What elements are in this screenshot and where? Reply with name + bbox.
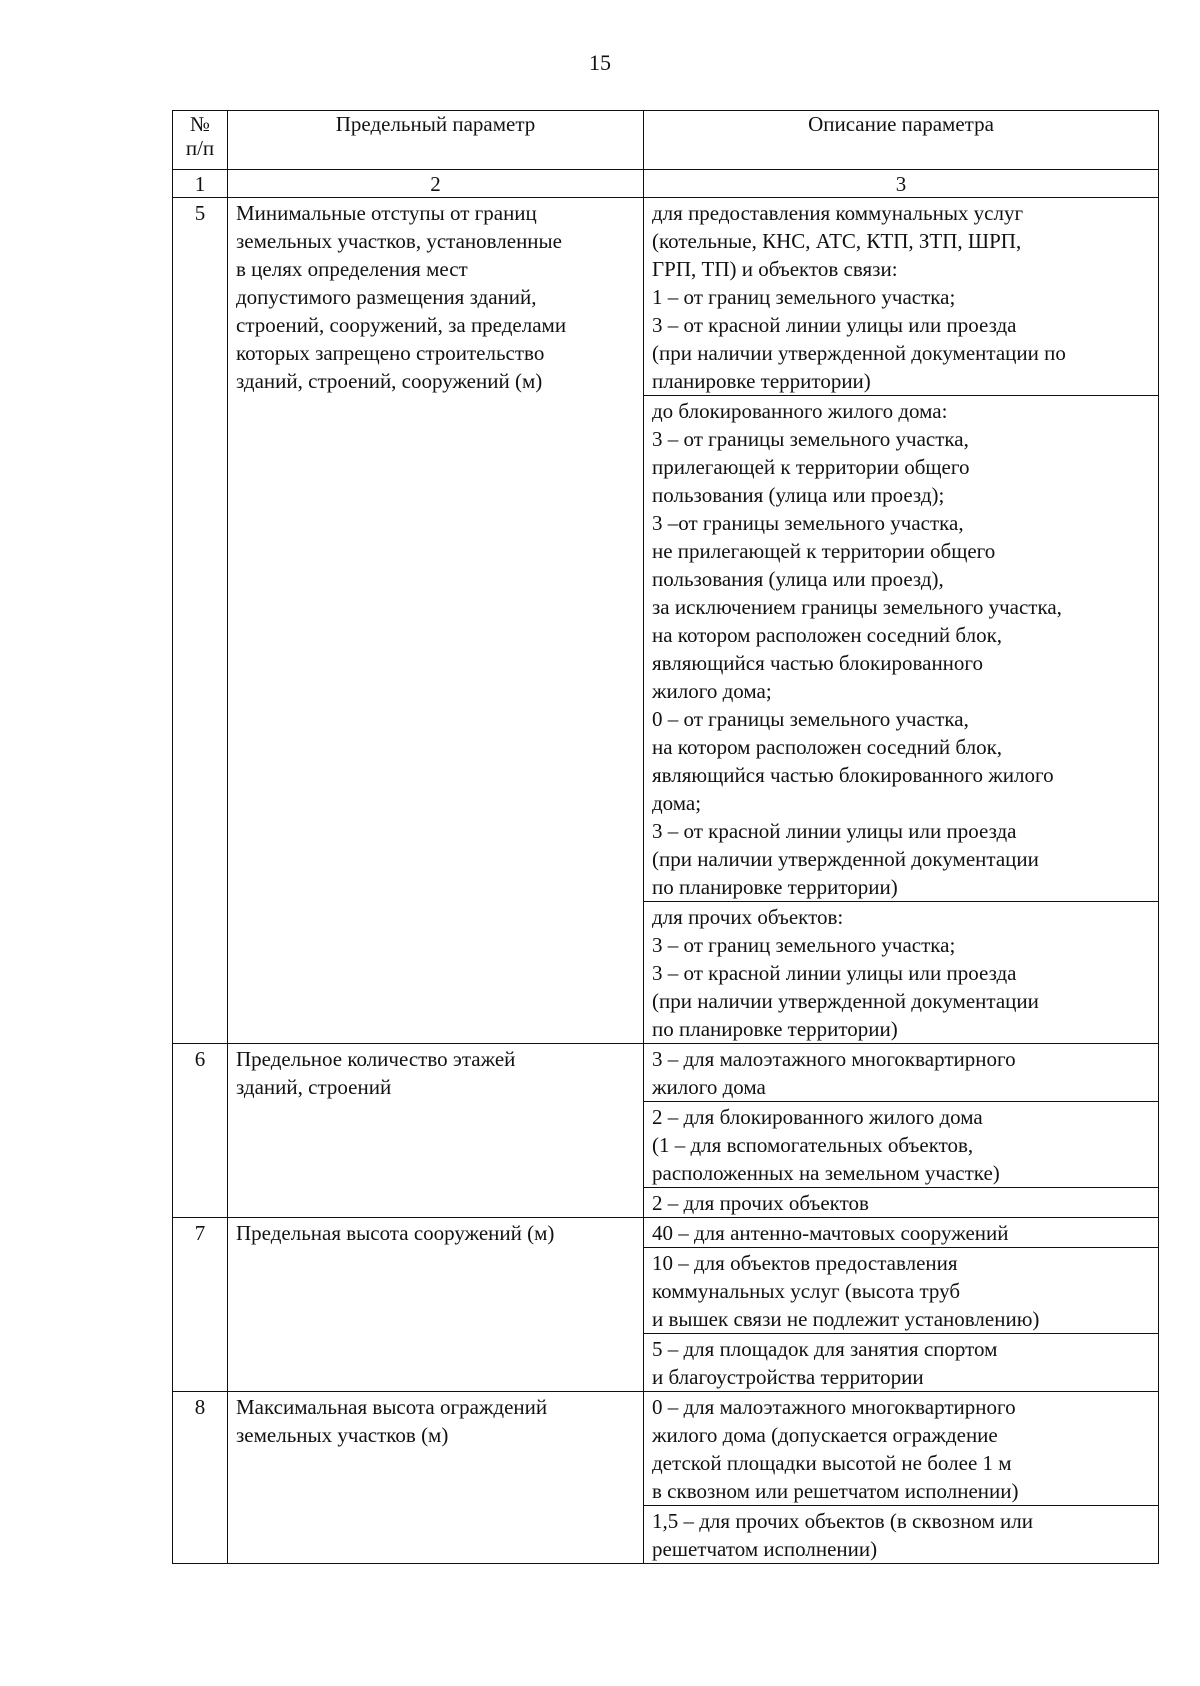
- header-description: Описание параметра: [644, 111, 1159, 170]
- table-row: [173, 1044, 1159, 1102]
- table-row: [173, 1218, 1159, 1248]
- row-description: для предоставления коммунальных услуг (котельные, КНС, АТС, КТП, ЗТП, ШРП, ГРП, ТП) и объектов связи: 1 – от границ земельного участка; 3 – от красной линии улицы или проезда (при наличии утвержденной документации по планировке территории): [644, 198, 1159, 396]
- row-description: 2 – для блокированного жилого дома (1 – для вспомогательных объектов, расположенных на земельном участке): [644, 1102, 1159, 1188]
- row-description: 5 – для площадок для занятия спортом и благоустройства территории: [644, 1334, 1159, 1392]
- row-parameter: Предельное количество этажей зданий, строений: [228, 1044, 644, 1218]
- row-number: 5: [173, 198, 228, 1044]
- table-header-row: [173, 111, 1159, 170]
- column-number: 3: [644, 170, 1159, 198]
- table-row: [173, 1392, 1159, 1506]
- row-description: 40 – для антенно-мачтовых сооружений: [644, 1218, 1159, 1248]
- row-description: до блокированного жилого дома: 3 – от границы земельного участка, прилегающей к территории общего пользования (улица или проезд); 3 –от границы земельного участка, не прилегающей к территории общего пользования (улица или проезд), за исключением границы земельного участка, на котором расположен соседний блок, являющийся частью блокированного жилого дома; 0 – от границы земельного участка, на котором расположен соседний блок, являющийся частью блокированного жилого дома; 3 – от красной линии улицы или проезда (при наличии утвержденной документации по планировке территории): [644, 396, 1159, 902]
- header-number: № п/п: [173, 111, 228, 170]
- header-parameter: Предельный параметр: [228, 111, 644, 170]
- table-row: [173, 198, 1159, 396]
- row-description: 10 – для объектов предоставления коммунальных услуг (высота труб и вышек связи не подлежит установлению): [644, 1248, 1159, 1334]
- row-description: для прочих объектов: 3 – от границ земельного участка; 3 – от красной линии улицы или проезда (при наличии утвержденной документации по планировке территории): [644, 902, 1159, 1044]
- row-number: 7: [173, 1218, 228, 1392]
- row-description: 3 – для малоэтажного многоквартирного жилого дома: [644, 1044, 1159, 1102]
- row-description: 0 – для малоэтажного многоквартирного жилого дома (допускается ограждение детской площадки высотой не более 1 м в сквозном или решетчатом исполнении): [644, 1392, 1159, 1506]
- row-description: 2 – для прочих объектов: [644, 1188, 1159, 1218]
- column-number: 2: [228, 170, 644, 198]
- row-description: 1,5 – для прочих объектов (в сквозном или решетчатом исполнении): [644, 1506, 1159, 1564]
- row-number: 6: [173, 1044, 228, 1218]
- row-parameter: Максимальная высота ограждений земельных участков (м): [228, 1392, 644, 1564]
- column-number: 1: [173, 170, 228, 198]
- page-number: 15: [589, 50, 611, 75]
- row-parameter: Предельная высота сооружений (м): [228, 1218, 644, 1392]
- row-number: 8: [173, 1392, 228, 1564]
- column-numbers-row: [173, 170, 1159, 198]
- parameters-table: [172, 110, 1159, 1564]
- row-parameter: Минимальные отступы от границ земельных участков, установленные в целях определения мест допустимого размещения зданий, строений, сооружений, за пределами которых запрещено строительство зданий, строений, сооружений (м): [228, 198, 644, 1044]
